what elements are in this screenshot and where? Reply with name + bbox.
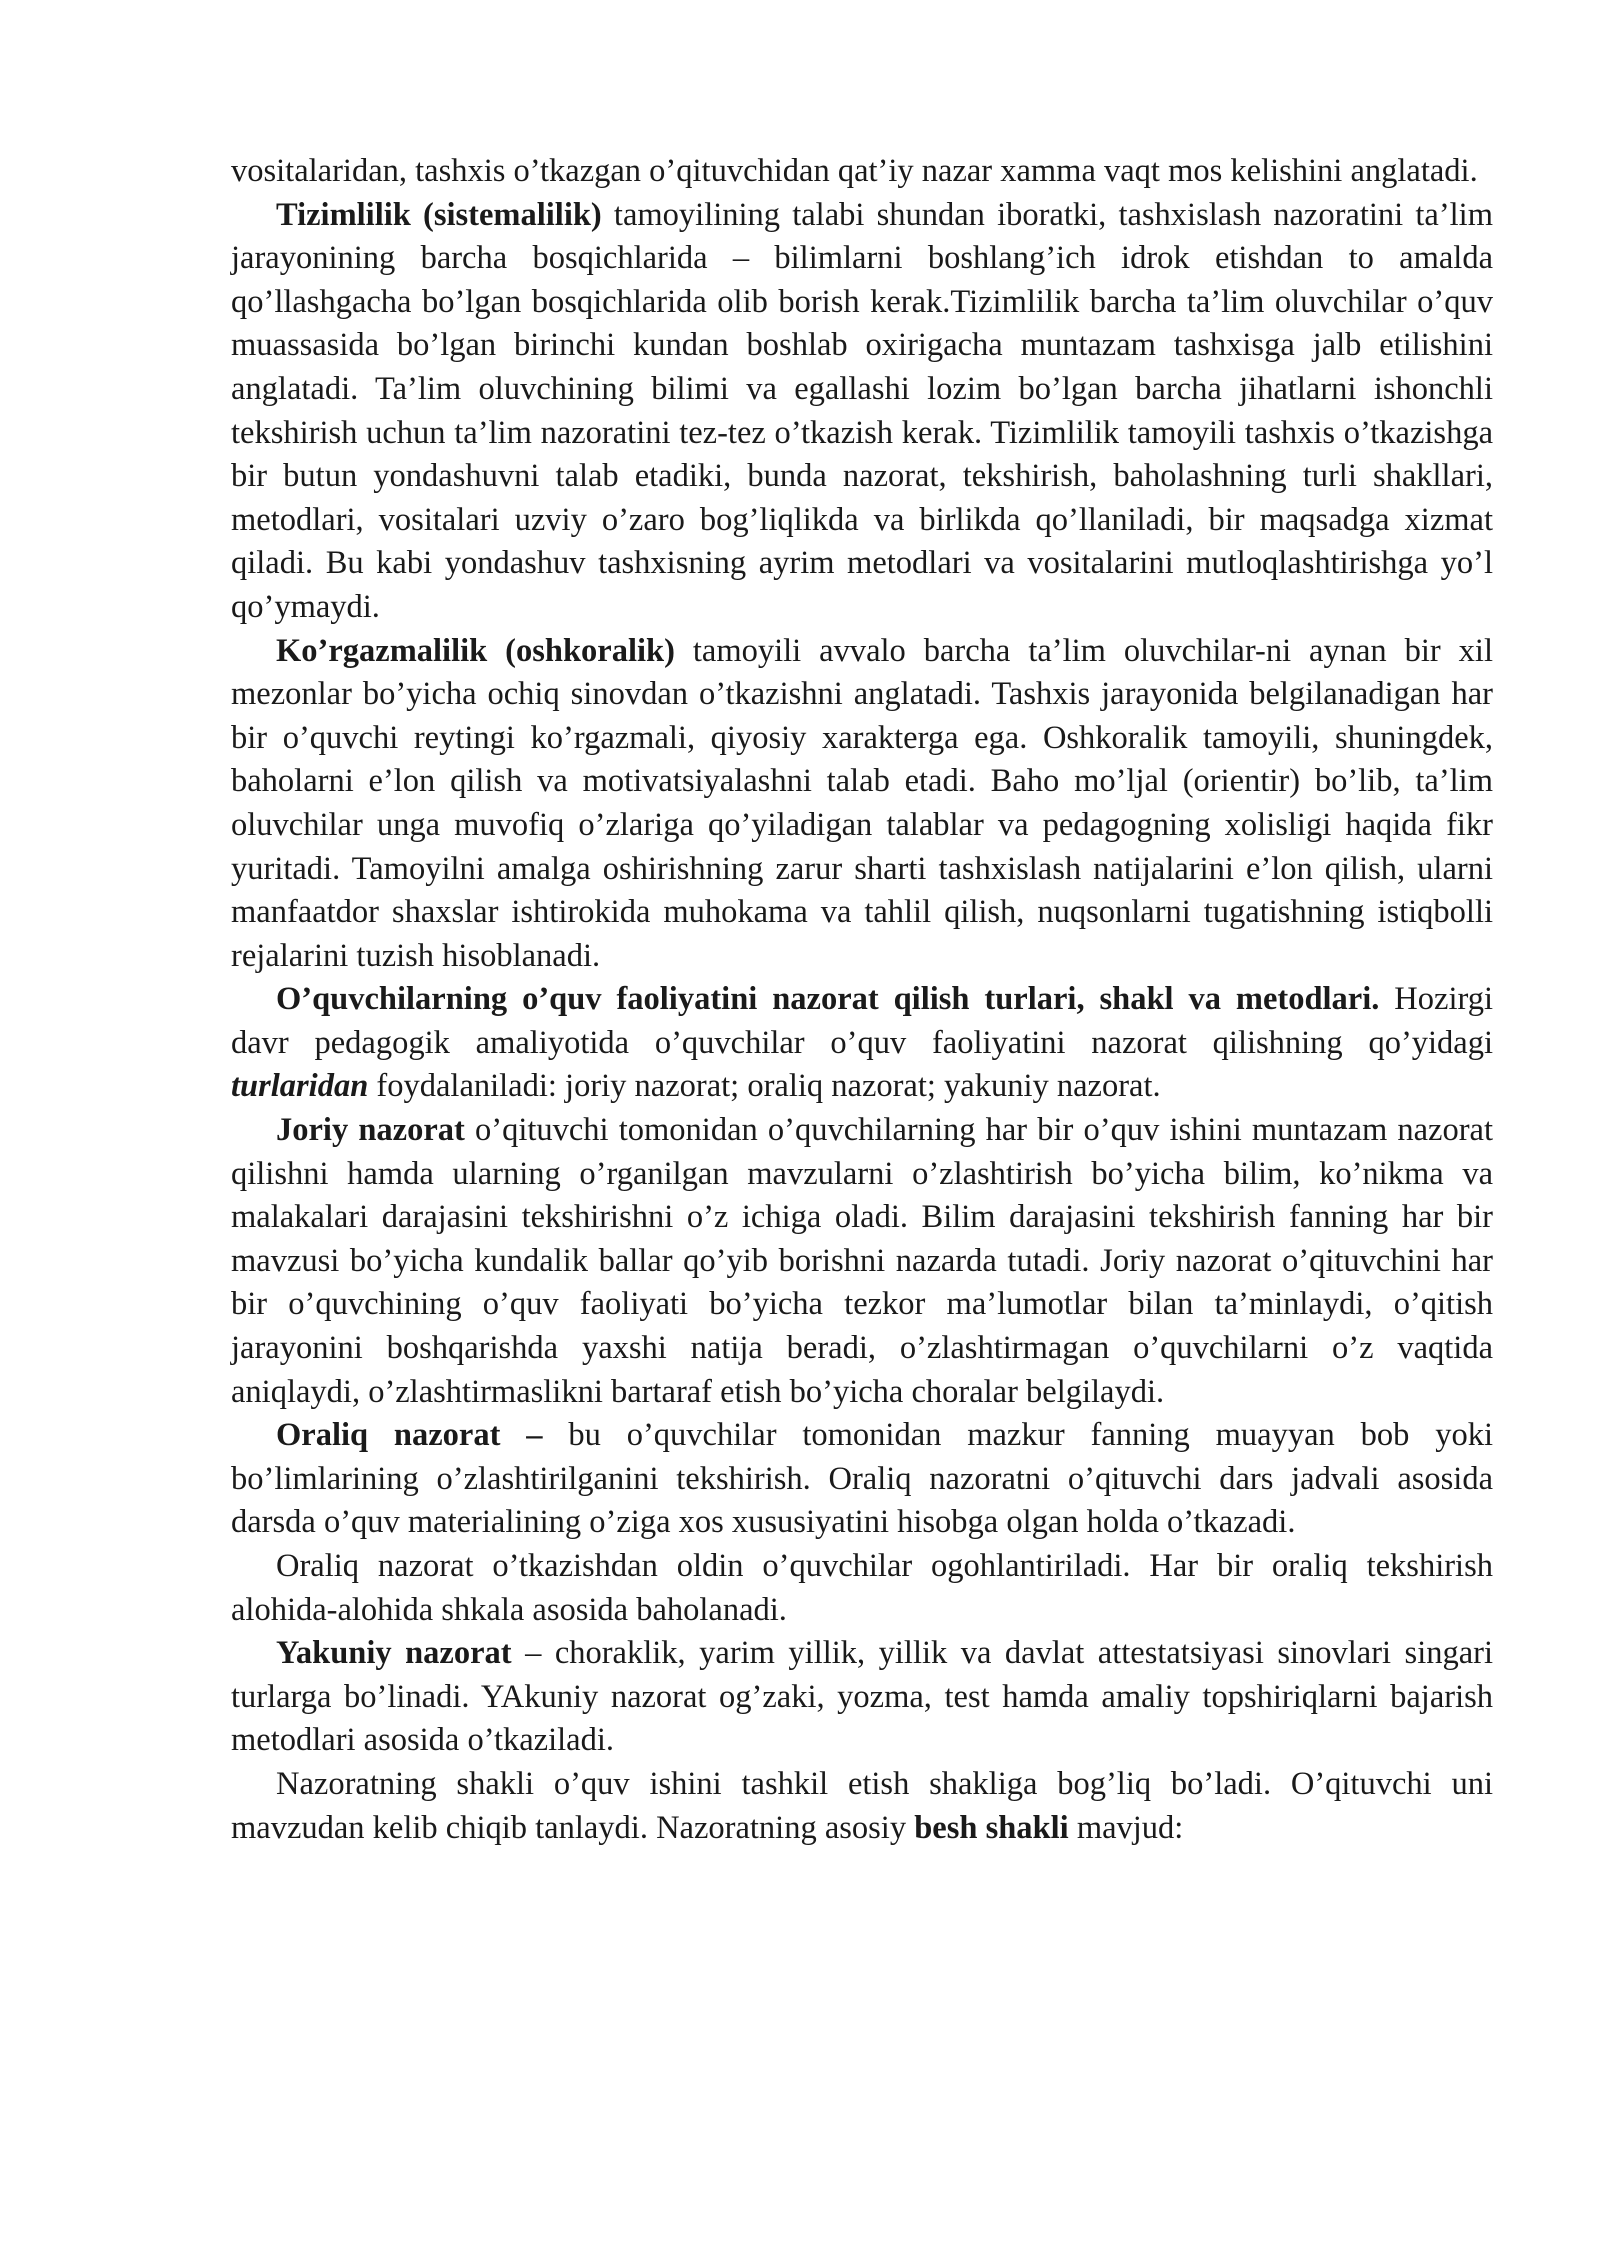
paragraph-nazorat-shakli (231, 1763, 1493, 1850)
paragraph-joriy-nazorat (231, 1109, 1493, 1414)
paragraph-text: mavjud: (1068, 1809, 1184, 1846)
term-joriy-nazorat: Joriy nazorat (276, 1112, 465, 1149)
paragraph-text: Oraliq nazorat o’tkazishdan oldin o’quvchilar ogohlantiriladi. Har bir oraliq tekshirish alohida-alohida shkala asosida baholanadi. (231, 1548, 1493, 1628)
paragraph-text: o’qituvchi tomonidan o’quvchilarning har bir o’quv ishini muntazam nazorat qilishni hamda ularning o’rganilgan mavzularni o’zlashtirish bo’yicha bilim, ko’nikma va malakalari darajasini tekshirishni o’z ichiga oladi. Bilim darajasini tekshirish fanning har bir mavzusi bo’yicha kundalik ballar qo’yib borishni nazarda tutadi. Joriy nazorat o’qituvchini har bir o’quvchining o’quv faoliyati bo’yicha tezkor ma’lumotlar bilan ta’minlaydi, o’qitish jarayonini boshqarishda yaxshi natija beradi, o’zlashtirmagan o’quvchilarni o’z vaqtida aniqlaydi, o’zlashtirmaslikni bartaraf etish bo’yicha choralar belgilaydi. (231, 1112, 1494, 1410)
term-korgazmalilik: Ko’rgazmalilik (oshkoralik) (276, 632, 675, 669)
paragraph-oraliq-nazorat (231, 1414, 1493, 1545)
term-oraliq-nazorat: Oraliq nazorat – (276, 1417, 543, 1454)
paragraph-text: Hozirgi davr pedagogik amaliyotida o’quvchilar o’quv faoliyatini nazorat qilishning qo’yidagi (231, 981, 1493, 1061)
paragraph-tizimlilik (231, 194, 1493, 630)
paragraph-oraliq-ogohlantirish (231, 1545, 1493, 1632)
term-turlaridan: turlaridan (231, 1068, 369, 1105)
section-heading-nazorat-turlari: O’quvchilarning o’quv faoliyatini nazorat qilish turlari, shakl va metodlari. (276, 981, 1380, 1018)
paragraph-text: vositalaridan, tashxis o’tkazgan o’qituvchidan qat’iy nazar xamma vaqt mos kelishini anglatadi. (231, 153, 1478, 189)
paragraph-text: tamoyilining talabi shundan iboratki, tashxislash nazoratini ta’lim jarayonining barcha bosqichlarida – bilimlarni boshlang’ich idrok etishdan to amalda qo’llashgacha bo’lgan bosqichlarida olib borish kerak.Tizimlilik barcha ta’lim oluvchilar o’quv muassasida bo’lgan birinchi kundan boshlab oxirigacha muntazam tashxisga jalb etilishini anglatadi. Ta’lim oluvchining bilimi va egallashi lozim bo’lgan barcha jihatlarni ishonchli tekshirish uchun ta’lim nazoratini tez-tez o’tkazish kerak. Tizimlilik tamoyili tashxis o’tkazishga bir butun yondashuvni talab etadiki, bunda nazorat, tekshirish, baholashning turli shakllari, metodlari, vositalari uzviy o’zaro bog’liqlikda va birlikda qo’llaniladi, bir maqsadga xizmat qiladi. Bu kabi yondashuv tashxisning ayrim metodlari va vositalarini mutloqlashtirishga yo’l qo’ymaydi. (231, 196, 1493, 625)
paragraph-yakuniy-nazorat (231, 1632, 1493, 1763)
paragraph-text: bu o’quvchilar tomonidan mazkur fanning muayyan bob yoki bo’limlarining o’zlashtirilganini tekshirish. Oraliq nazoratni o’qituvchi dars jadvali asosida darsda o’quv materialining o’ziga xos xususiyatini hisobga olgan holda o’tkazadi. (231, 1417, 1493, 1541)
term-tizimlilik: Tizimlilik (sistemalilik) (276, 196, 602, 233)
paragraph-text: Nazoratning shakli o’quv ishini tashkil etish shakliga bog’liq bo’ladi. O’qituvchi uni mavzudan kelib chiqib tanlaydi. Nazoratning asosiy (231, 1765, 1493, 1846)
paragraph-nazorat-turlari (231, 978, 1493, 1109)
term-yakuniy-nazorat: Yakuniy nazorat (276, 1635, 512, 1672)
term-besh-shakli: besh shakli (914, 1809, 1069, 1846)
document-page (231, 150, 1493, 1850)
paragraph-text: tamoyili avvalo barcha ta’lim oluvchilar-ni aynan bir xil mezonlar bo’yicha ochiq sinovdan o’tkazishni anglatadi. Tashxis jarayonida belgilanadigan har bir o’quvchi reytingi ko’rgazmali, qiyosiy xarakterga ega. Oshkoralik tamoyili, shuningdek, baholarni e’lon qilish va motivatsiyalashni talab etadi. Baho mo’ljal (orientir) bo’lib, ta’lim oluvchilar unga muvofiq o’zlariga qo’yiladigan talablar va pedagogning xolisligi haqida fikr yuritadi. Tamoyilni amalga oshirishning zarur sharti tashxislash natijalarini e’lon qilish, ularni manfaatdor shaxslar ishtirokida muhokama va tahlil qilish, nuqsonlarni tugatishning istiqbolli rejalarini tuzish hisoblanadi. (231, 632, 1493, 974)
paragraph-text: foydalaniladi: joriy nazorat; oraliq nazorat; yakuniy nazorat. (368, 1068, 1161, 1105)
paragraph-korgazmalilik (231, 630, 1493, 979)
paragraph-intro-continuation (231, 150, 1493, 194)
paragraph-text: – choraklik, yarim yillik, yillik va davlat attestatsiyasi sinovlari singari turlarga bo’linadi. YAkuniy nazorat og’zaki, yozma, test hamda amaliy topshiriqlarni bajarish metodlari asosida o’tkaziladi. (231, 1635, 1494, 1759)
